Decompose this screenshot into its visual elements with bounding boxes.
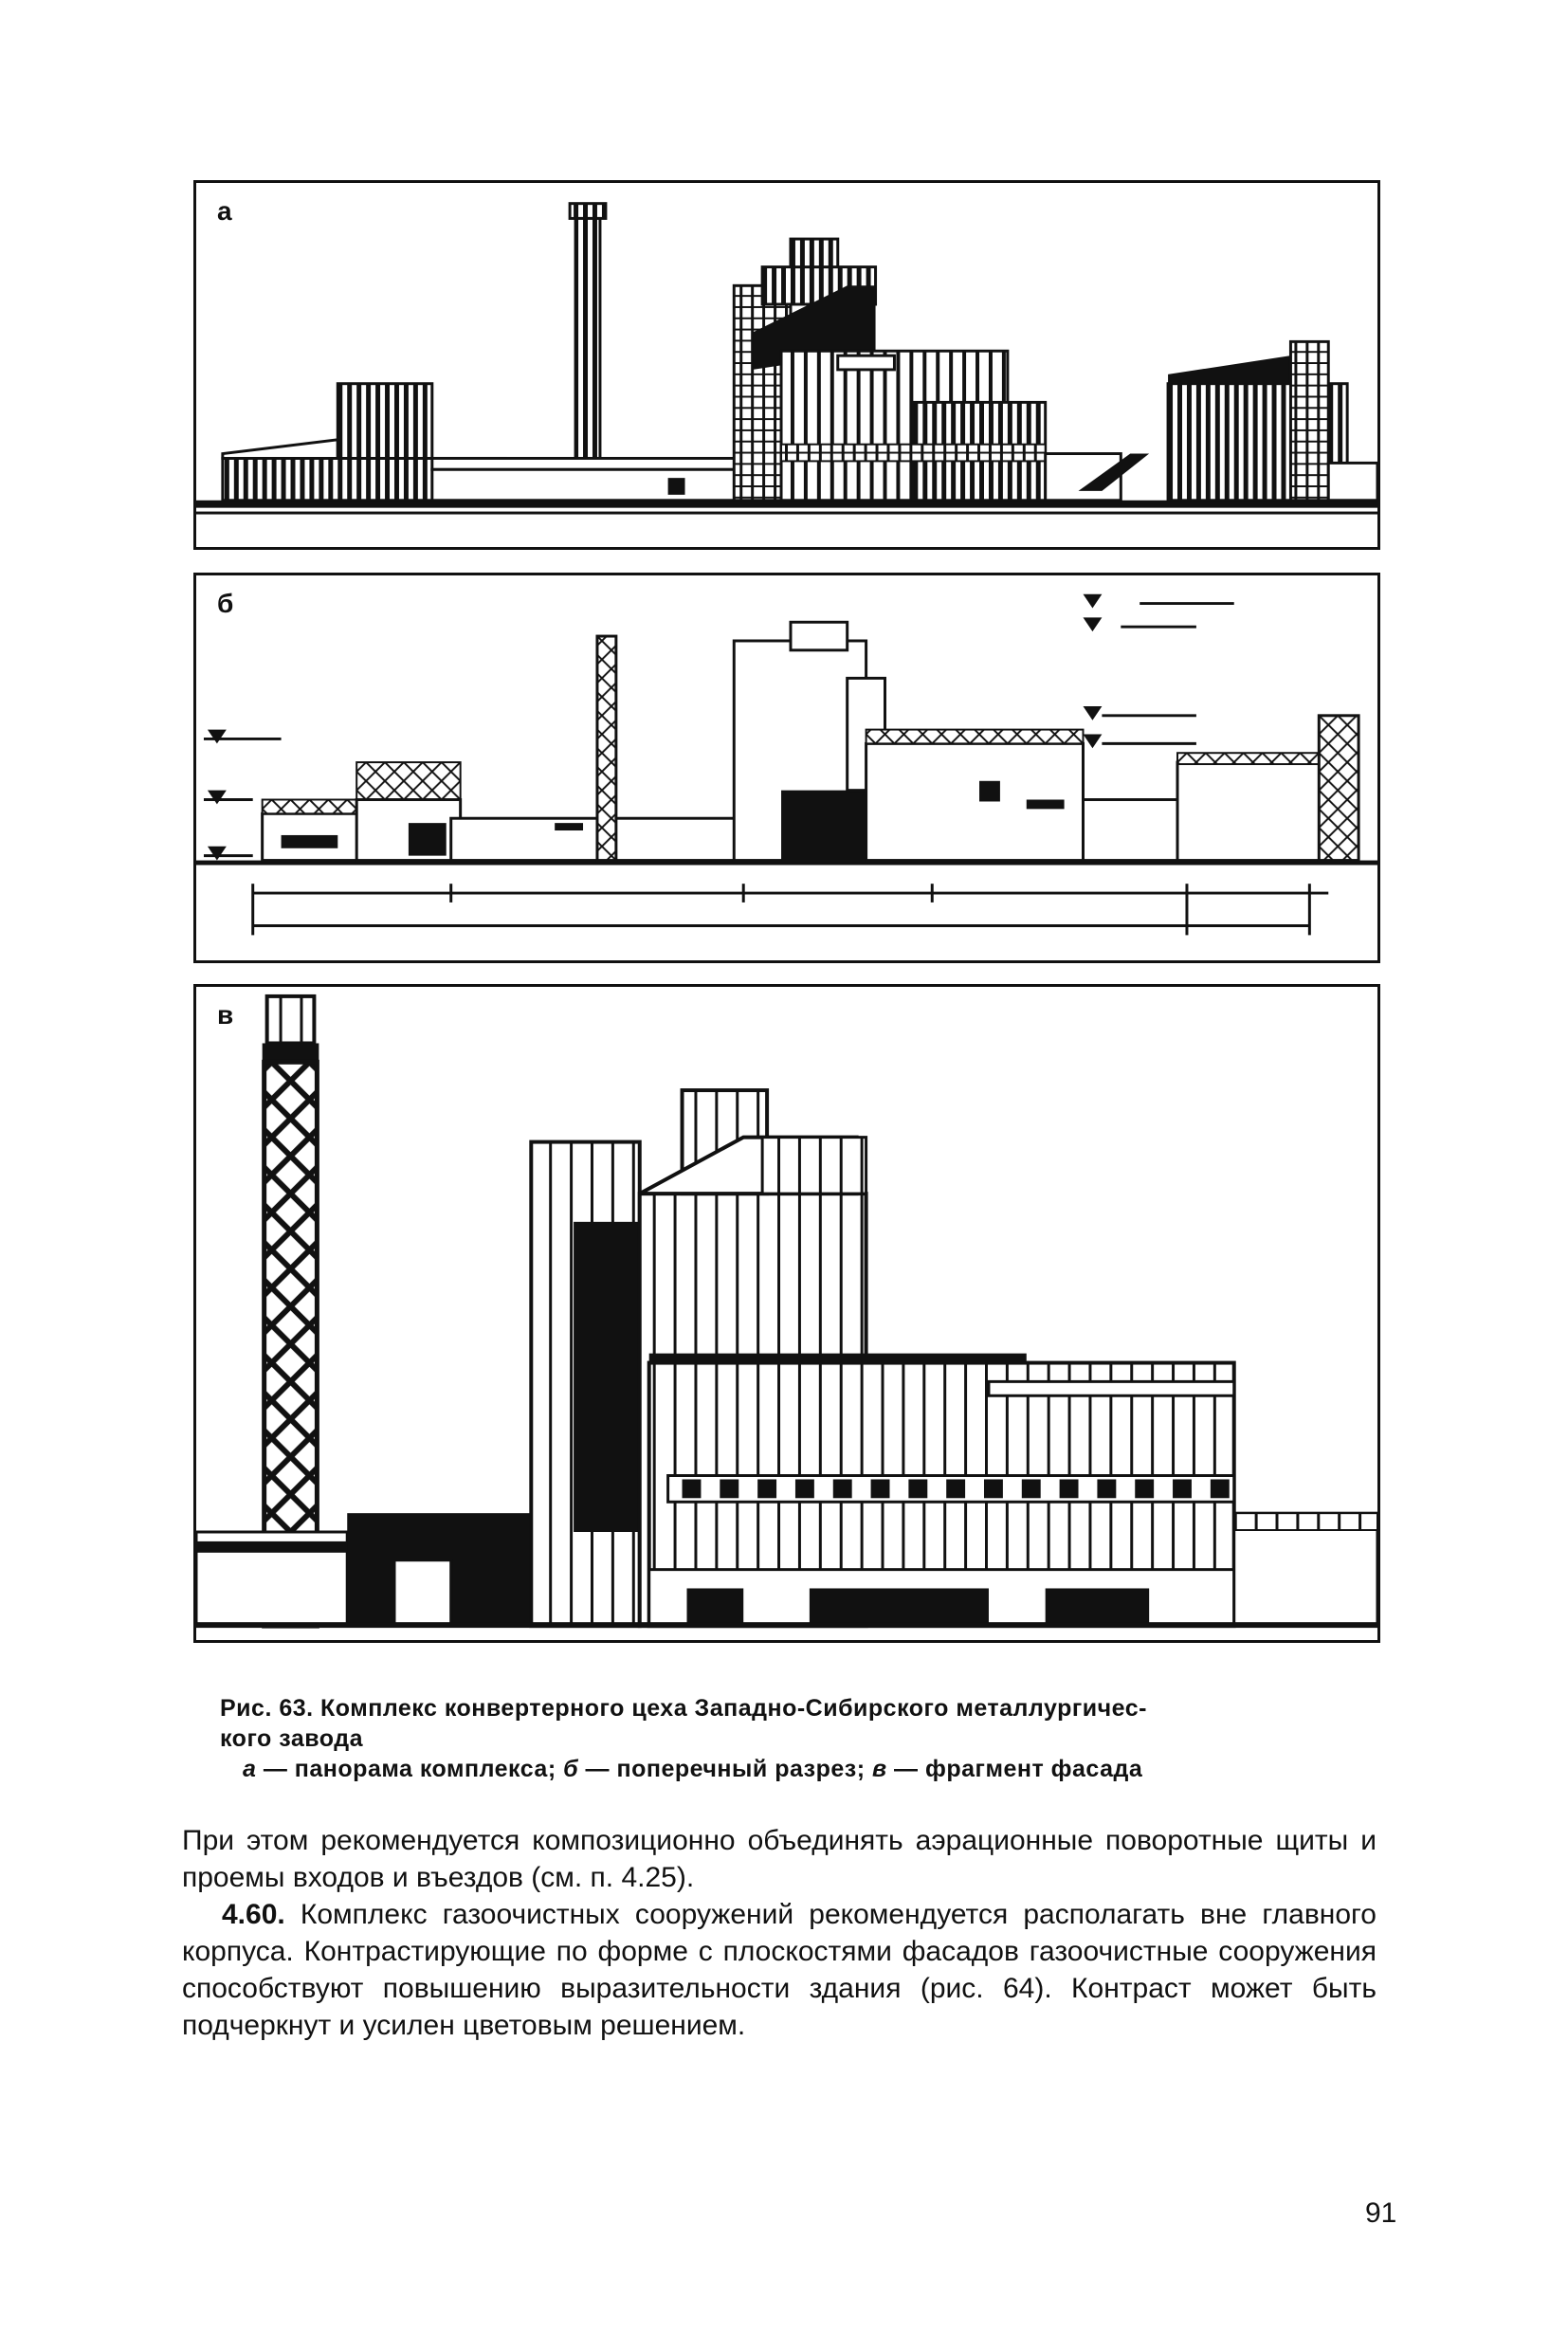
legend-text-c: — фрагмент фасада bbox=[886, 1756, 1143, 1782]
caption-legend bbox=[220, 1754, 1358, 1784]
body-text bbox=[182, 1822, 1377, 2044]
legend-key-b: б bbox=[563, 1756, 579, 1782]
section-drawing bbox=[196, 575, 1377, 960]
panel-label-b: б bbox=[217, 589, 234, 618]
figure-caption bbox=[220, 1693, 1358, 1784]
caption-line-2: кого завода bbox=[220, 1725, 364, 1752]
page-number: 91 bbox=[1365, 2197, 1397, 2229]
panel-label-c: в bbox=[217, 1000, 234, 1030]
legend-text-a: — панорама комплекса; bbox=[256, 1756, 564, 1782]
legend-key-c: в bbox=[871, 1756, 887, 1782]
legend-key-a: а bbox=[243, 1756, 257, 1782]
panel-label-a: а bbox=[217, 196, 232, 226]
paragraph-2-text: Комплекс газоочистных сооружений рекомендуется располагать вне главного корпуса. Контрастирующие по форме с плоскостями фасадов газоочистные сооружения способствуют повышению выразительности здания (рис. 64). Контраст может быть подчеркнут и усилен цветовым решением. bbox=[182, 1899, 1377, 2041]
figure-panel-a bbox=[193, 180, 1380, 550]
paragraph-1: При этом рекомендуется композиционно объединять аэрационные поворотные щиты и проемы входов и въездов (см. п. 4.25). bbox=[182, 1825, 1377, 1893]
figure-panel-b bbox=[193, 573, 1380, 963]
facade-drawing bbox=[196, 987, 1377, 1640]
legend-text-b: — поперечный разрез; bbox=[578, 1756, 872, 1782]
paragraph-2 bbox=[182, 1896, 1377, 2044]
panorama-drawing bbox=[196, 183, 1377, 547]
section-number: 4.60. bbox=[222, 1899, 285, 1930]
figure-panel-c bbox=[193, 984, 1380, 1643]
caption-line-1: Рис. 63. Комплекс конвертерного цеха Западно-Сибирского металлургичес- bbox=[220, 1695, 1147, 1722]
